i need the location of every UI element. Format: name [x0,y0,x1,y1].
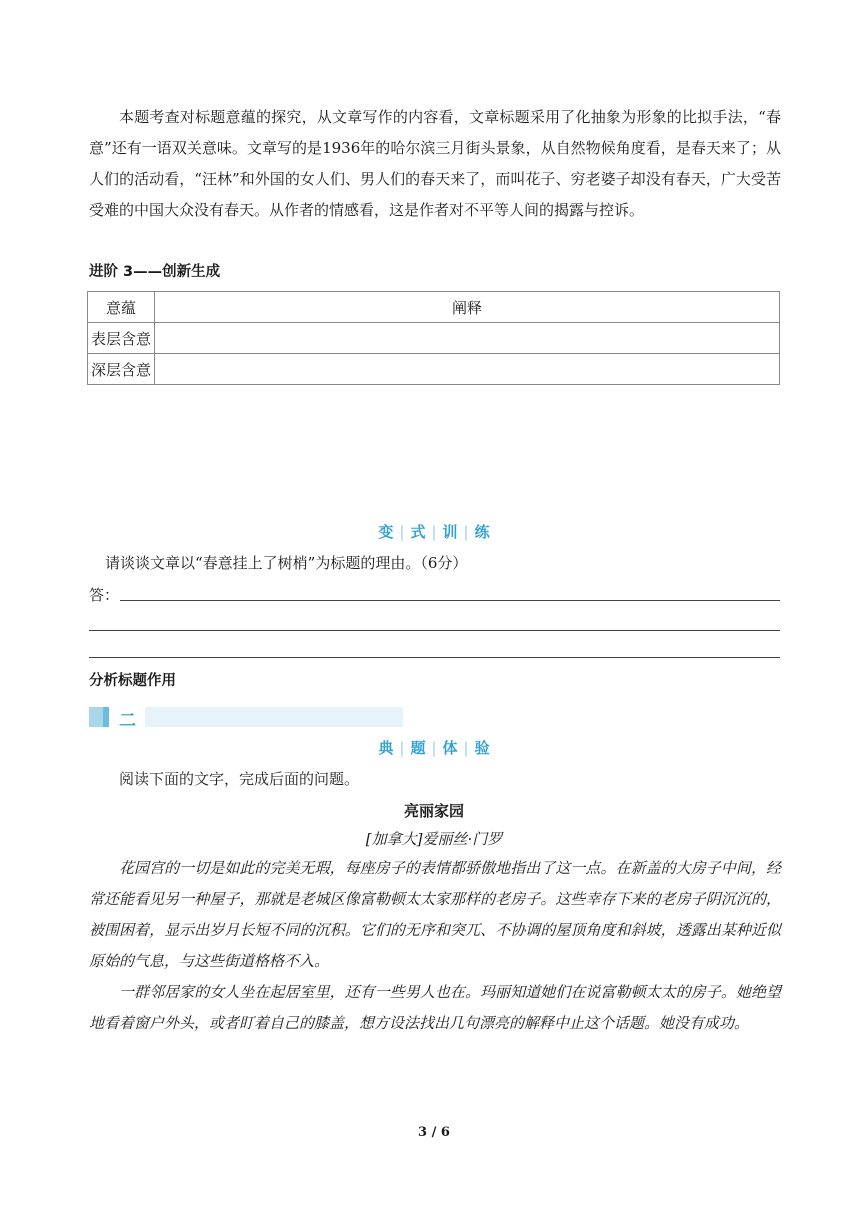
title-char: 练 [474,523,490,541]
meaning-table [87,291,780,385]
table-row-label: 深层含意 [88,354,155,385]
typical-question-title: 典 | 题 | 体 | 验 [378,739,490,757]
title-char: 训 [442,523,458,541]
title-char: 体 [442,739,458,757]
answer-label: 答： [89,586,120,604]
story-title: 亮丽家园 [403,802,464,820]
answer-line[interactable] [89,630,780,631]
section-number: 二 [119,711,136,731]
section-heading: 分析标题作用 [89,673,176,689]
title-char: 验 [474,739,490,757]
advance-heading: 进阶 3——创新生成 [89,264,221,280]
page-number: 3 / 6 [418,1125,450,1140]
table-header-cell: 阐释 [155,292,780,323]
analysis-paragraph: 本题考查对标题意蕴的探究，从文章写作的内容看，文章标题采用了化抽象为形象的比拟手法，“春意”还有一语双关意味。文章写的是1936年的哈尔滨三月街头景象，从自然物候角度看，是春天来了；从人们的活动看，“汪林”和外国的女人们、男人们的春天来了，而叫花子、穷老婆子却没有春天，广大受苦受难的中国大众没有春天。从作者的情感看，这是作者对不平等人间的揭露与控诉。 [89,108,781,219]
variant-training-title: 变 | 式 | 训 | 练 [378,523,490,541]
story-paragraph: 一群邻居家的女人坐在起居室里，还有一些男人也在。玛丽知道她们在说富勒顿太太的房子。她绝望地看着窗户外头，或者盯着自己的膝盖，想方设法找出几句漂亮的解释中止这个话题。她没有成功。 [89,983,781,1032]
title-char: 题 [410,739,426,757]
table-answer-cell[interactable] [155,323,780,354]
answer-line[interactable] [120,600,780,601]
table-row [88,323,780,354]
story-author: [加拿大]爱丽丝·门罗 [365,830,503,848]
banner-bar [145,707,403,727]
story-paragraph: 花园宫的一切是如此的完美无瑕，每座房子的表情都骄傲地指出了这一点。在新盖的大房子中间，经常还能看见另一种屋子，那就是老城区像富勒顿太太家那样的老房子。这些幸存下来的老房子阴沉沉的，被围困着，显示出岁月长短不同的沉积。它们的无序和突兀、不协调的屋顶角度和斜坡，透露出某种近似原始的气息，与这些街道格格不入。 [89,859,781,970]
answer-line[interactable] [89,657,780,658]
reading-instruction: 阅读下面的文字，完成后面的问题。 [119,770,360,788]
title-char: 典 [378,739,394,757]
table-row [88,354,780,385]
banner-block [103,707,109,727]
table-header-row [88,292,780,323]
title-char: 变 [378,523,394,541]
variant-question: 请谈谈文章以“春意挂上了树梢”为标题的理由。（6分） [105,554,468,572]
title-char: 式 [410,523,426,541]
banner-block [89,707,103,727]
table-answer-cell[interactable] [155,354,780,385]
table-header-cell: 意蕴 [88,292,155,323]
table-row-label: 表层含意 [88,323,155,354]
